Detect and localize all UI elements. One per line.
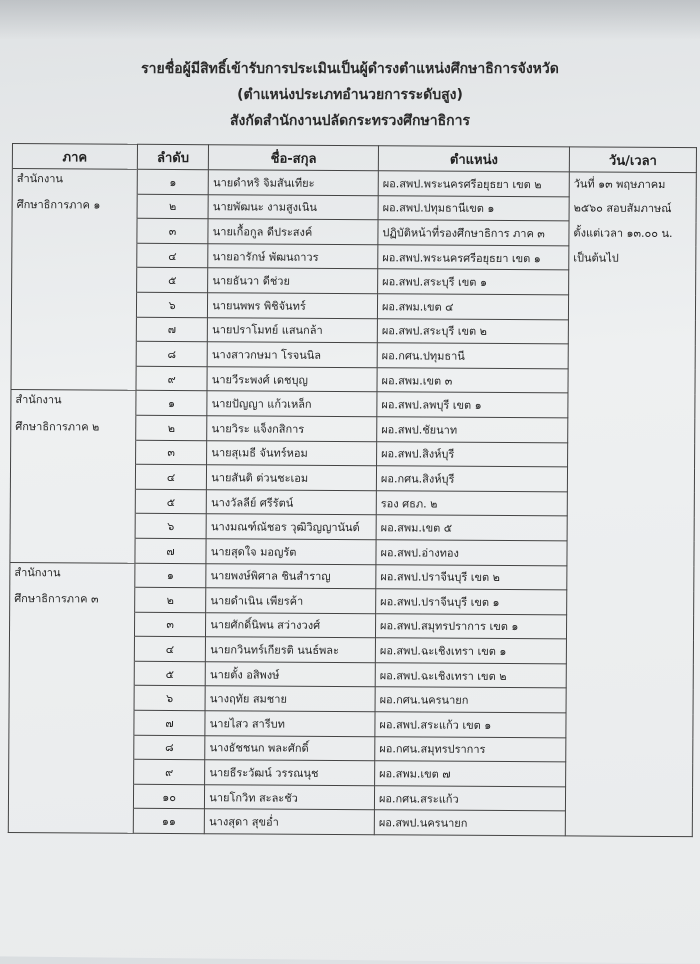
candidate-position: ผอ.สพป.ปทุมธานีเขต ๑ [378, 195, 569, 221]
datetime-cell [566, 615, 693, 640]
candidate-position: ผอ.สพม.เขต ๕ [376, 515, 567, 541]
candidate-position: ผอ.สพป.สิงห์บุรี [377, 441, 568, 467]
row-number: ๖ [135, 514, 207, 539]
page-shadow [0, 0, 700, 40]
region-label-line2: ศึกษาธิการภาค ๒ [15, 419, 100, 434]
candidate-name: นายปราโมทย์ แสนกล้า [208, 317, 378, 343]
region-label-line2: ศึกษาธิการภาค ๑ [16, 198, 101, 212]
region-cell [9, 636, 134, 661]
datetime-cell [566, 664, 693, 689]
row-number: ๒ [136, 415, 208, 440]
candidate-name: นายพัฒนะ งามสูงเนิน [208, 194, 378, 220]
region-cell [11, 414, 136, 439]
datetime-cell [568, 442, 695, 467]
candidate-position: ผอ.สพป.ปราจีนบุรี เขต ๒ [376, 564, 567, 590]
title-line-1: รายชื่อผู้มีสิทธิ์เข้ารับการประเมินเป็นผู้ดำรงตำแหน่งศึกษาธิการจังหวัด [141, 61, 559, 77]
row-number: ๗ [134, 710, 206, 735]
region-label-line1: สำนักงาน [16, 172, 63, 186]
region-cell [12, 169, 137, 194]
region-cell [8, 783, 133, 808]
candidate-position: รอง ศธภ. ๒ [376, 490, 567, 516]
datetime-cell [568, 295, 695, 320]
region-cell [11, 291, 136, 316]
region-cell [10, 562, 135, 587]
candidate-position: ผอ.สพป.พระนครศรีอยุธยา เขต ๑ [378, 245, 569, 271]
row-number: ๔ [137, 243, 209, 268]
candidate-name: นายกวินทร์เกียรติ นนธ์พละ [206, 637, 376, 663]
datetime-cell [568, 418, 695, 443]
datetime-cell [567, 467, 694, 492]
header-position: ตำแหน่ง [378, 146, 569, 172]
datetime-cell [568, 319, 695, 344]
region-cell [10, 537, 135, 562]
candidate-name: นายปัญญา แก้วเหล็ก [207, 391, 377, 417]
region-cell [11, 365, 136, 390]
candidate-position: ผอ.สพม.เขต ๗ [375, 761, 566, 787]
row-number: ๔ [135, 464, 207, 489]
row-number: ๗ [136, 317, 208, 342]
datetime-cell [567, 565, 694, 590]
candidate-name: นายตั้ง อสิพงษ์ [206, 662, 376, 688]
region-cell [11, 439, 136, 464]
candidate-position: ผอ.สพป.ฉะเชิงเทรา เขต ๒ [375, 663, 566, 689]
region-cell [12, 193, 137, 218]
candidate-name: นายดำเนิน เพียรค้า [206, 588, 376, 614]
header-num: ลำดับ [137, 144, 209, 169]
candidate-position: ผอ.สพป.อ่างทอง [376, 540, 567, 566]
schedule-line-3: ตั้งแต่เวลา ๑๓.๐๐ น. [569, 221, 696, 246]
region-cell [8, 808, 133, 833]
row-number: ๓ [137, 218, 209, 243]
row-number: ๑๐ [133, 784, 205, 809]
datetime-cell [567, 492, 694, 517]
region-cell [9, 685, 134, 710]
row-number: ๕ [135, 489, 207, 514]
candidate-name: นายธันวา ดีช่วย [208, 268, 378, 294]
row-number: ๙ [136, 366, 208, 391]
header-name: ชื่อ-สกุล [209, 145, 379, 171]
row-number: ๔ [134, 637, 206, 662]
candidate-name: นายพงษ์พิศาล ชินสำราญ [206, 563, 376, 589]
datetime-cell [569, 270, 696, 295]
region-cell [11, 316, 136, 341]
row-number: ๑๑ [133, 809, 205, 834]
candidate-position: ผอ.สพป.ฉะเชิงเทรา เขต ๑ [375, 638, 566, 664]
datetime-cell [568, 344, 695, 369]
datetime-cell [568, 369, 695, 394]
candidate-position: ผอ.สพป.สระบุรี เขต ๒ [377, 318, 568, 344]
candidate-position: ผอ.สพป.สระบุรี เขต ๑ [378, 269, 569, 295]
candidate-position: ผอ.กศน.สมุทรปราการ [375, 736, 566, 762]
datetime-cell [568, 393, 695, 418]
header-datetime: วัน/เวลา [569, 147, 696, 173]
table-body [8, 169, 696, 837]
region-cell [12, 267, 137, 292]
candidate-name: นายธีระวัฒน์ วรรณนุช [205, 760, 375, 786]
title-line-3: สังกัดสำนักงานปลัดกระทรวงศึกษาธิการ [229, 113, 471, 129]
region-label-line1: สำนักงาน [15, 393, 62, 407]
candidate-name: นายสันติ ต่วนชะเอม [207, 465, 377, 491]
candidate-name: นายดำหริ จิมสันเทียะ [209, 170, 379, 196]
candidate-position: ผอ.สพป.พระนครศรีอยุธยา เขต ๒ [378, 171, 569, 197]
candidate-position: ผอ.สพป.ปราจีนบุรี เขต ๑ [376, 589, 567, 615]
row-number: ๓ [135, 440, 207, 465]
candidate-position: ผอ.สพป.สระแก้ว เขต ๑ [375, 712, 566, 738]
candidate-position: ปฏิบัติหน้าที่รองศึกษาธิการ ภาค ๓ [378, 220, 569, 246]
candidate-table [8, 143, 697, 837]
candidate-position: ผอ.สพม.เขต ๓ [377, 367, 568, 393]
candidate-position: ผอ.สพป.นครนายก [374, 810, 565, 836]
region-cell [11, 341, 136, 366]
candidate-name: นางวัลลีย์ ศรีรัตน์ [207, 489, 377, 515]
candidate-name: นายไสว สารีบท [205, 711, 375, 737]
region-label-line1: สำนักงาน [14, 565, 61, 579]
row-number: ๙ [133, 760, 205, 785]
candidate-name: นายสุเมธี จันทร์หอม [207, 440, 377, 466]
datetime-cell [565, 787, 692, 812]
region-cell [9, 734, 134, 759]
region-cell [10, 464, 135, 489]
row-number: ๑ [136, 391, 208, 416]
title-line-2: (ตำแหน่งประเภทอำนวยการระดับสูง) [237, 87, 463, 103]
row-number: ๓ [134, 612, 206, 637]
document-title [0, 56, 700, 134]
candidate-position: ผอ.สพป.ลพบุรี เขต ๑ [377, 392, 568, 418]
region-label-line2: ศึกษาธิการภาค ๓ [14, 591, 99, 606]
region-cell [10, 513, 135, 538]
candidate-name: นายศักดิ์นิพน สว่างวงศ์ [206, 612, 376, 638]
region-cell [10, 488, 135, 513]
candidate-name: นางสุดา สุขอ่ำ [205, 809, 375, 835]
schedule-line-1: วันที่ ๑๓ พฤษภาคม [569, 172, 696, 197]
datetime-cell [567, 590, 694, 615]
row-number: ๒ [134, 587, 206, 612]
region-cell [11, 390, 136, 415]
datetime-cell [566, 713, 693, 738]
datetime-cell [566, 639, 693, 664]
candidate-name: นางธัชชนก พละศักดิ์ [205, 735, 375, 761]
datetime-cell [567, 516, 694, 541]
region-cell [9, 759, 134, 784]
header-region: ภาค [12, 144, 137, 170]
candidate-position: ผอ.กศน.นครนายก [375, 687, 566, 713]
region-cell [10, 587, 135, 612]
candidate-position: ผอ.สพป.สมุทรปราการ เขต ๑ [375, 613, 566, 639]
row-number: ๗ [135, 538, 207, 563]
row-number: ๘ [136, 341, 208, 366]
schedule-line-4: เป็นต้นไป [569, 246, 696, 271]
row-number: ๖ [134, 686, 206, 711]
row-number: ๑ [137, 169, 209, 194]
candidate-name: นายสุดใจ มอญรัต [206, 539, 376, 565]
region-cell [12, 242, 137, 267]
candidate-position: ผอ.สพป.ชัยนาท [377, 417, 568, 443]
candidate-position: ผอ.กศน.สระแก้ว [374, 786, 565, 812]
row-number: ๕ [134, 661, 206, 686]
row-number: ๕ [136, 268, 208, 293]
candidate-position: ผอ.สพม.เขต ๔ [377, 294, 568, 320]
candidate-name: นางฤทัย สมชาย [205, 686, 375, 712]
datetime-cell [565, 811, 692, 836]
schedule-line-2: ๒๕๖๐ สอบสัมภาษณ์ [569, 196, 696, 221]
region-cell [9, 611, 134, 636]
candidate-name: นายเกื้อกูล ดีประสงค์ [208, 219, 378, 245]
row-number: ๘ [134, 735, 206, 760]
row-number: ๒ [137, 194, 209, 219]
table-row [8, 808, 692, 837]
candidate-name: นางมณฑ์ณัชอร วุฒิวิญญานันต์ [206, 514, 376, 540]
candidate-name: นายโกวิท สะละชัว [205, 785, 375, 811]
region-cell [12, 218, 137, 243]
candidate-name: นายนพพร พิชิจันทร์ [208, 293, 378, 319]
datetime-cell [566, 688, 693, 713]
datetime-cell [567, 541, 694, 566]
row-number: ๖ [136, 292, 208, 317]
candidate-name: นางสาวกษมา โรจนนิล [207, 342, 377, 368]
datetime-cell [566, 738, 693, 763]
candidate-name: นายวีระพงศ์ เดชบุญ [207, 366, 377, 392]
datetime-cell [566, 762, 693, 787]
candidate-position: ผอ.กศน.ปทุมธานี [377, 343, 568, 369]
candidate-name: นายอารักษ์ พัฒนถาวร [208, 243, 378, 269]
region-cell [9, 660, 134, 685]
row-number: ๑ [135, 563, 207, 588]
candidate-position: ผอ.กศน.สิงห์บุรี [376, 466, 567, 492]
candidate-name: นายวิระ แจ็งกสิการ [207, 416, 377, 442]
region-cell [9, 710, 134, 735]
